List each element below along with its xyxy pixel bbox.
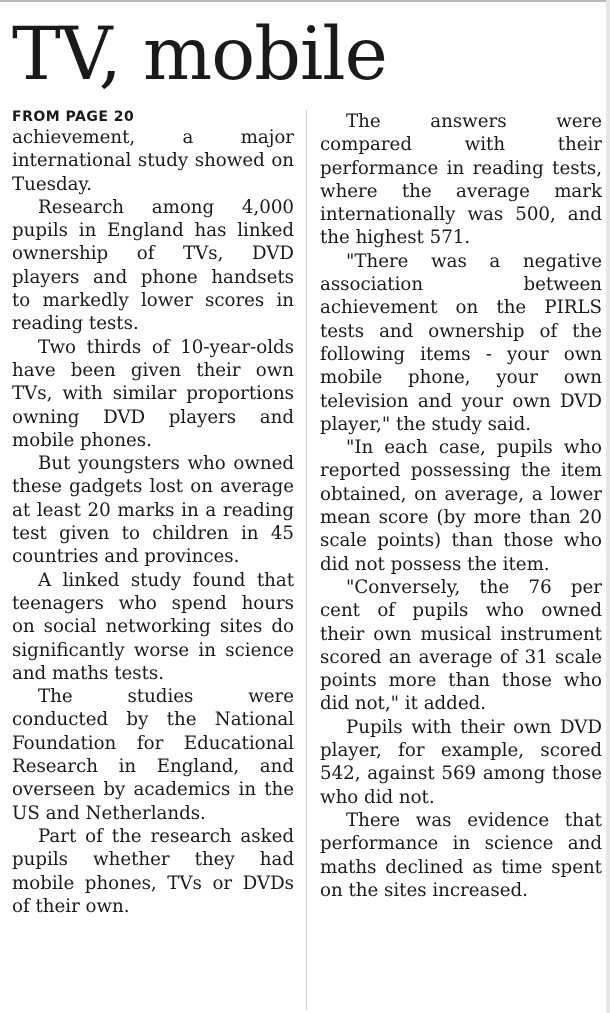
paragraph-3: Two thirds of 10-year-olds have been given their own TVs, with similar proportions owning DVD players and mobile phones. [12,336,294,451]
article-column-right [320,110,602,902]
column-divider [306,110,307,1010]
paragraph-10: "In each case, pupils who reported possessing the item obtained, on average, a lower mean score (by more than 20 scale points) than those who did not possess the item. [320,437,602,575]
paragraph-12: Pupils with their own DVD player, for example, scored 542, against 569 among those who did not. [320,716,602,808]
paragraph-11: "Conversely, the 76 per cent of pupils who owned their own musical instrument scored an average of 31 scale points more than those who did not," it added. [320,576,602,715]
paragraph-6: The studies were conducted by the National Foundation for Educational Research in England, and overseen by academics in the US and Netherlands. [12,686,294,824]
paragraph-2: Research among 4,000 pupils in England has linked ownership of TVs, DVD players and phone handsets to markedly lower scores in reading tests. [12,196,294,335]
paragraph-1: achievement, a major international study showed on Tuesday. [12,127,294,195]
top-rule [0,0,610,2]
continued-from-kicker: FROM PAGE 20 [12,109,135,125]
paragraph-4: But youngsters who owned these gadgets lost on average at least 20 marks in a reading test given to children in 45 countries and provinces. [12,453,294,568]
paragraph-8: The answers were compared with their performance in reading tests, where the average mark internationally was 500, and the highest 571. [320,111,602,249]
paragraph-9: "There was a negative association between achievement on the PIRLS tests and ownership of the following items - your own mobile phone, your own television and your own DVD player," the study said. [320,250,602,435]
headline: TV, mobile [12,12,387,97]
page-edge [606,0,610,1013]
paragraph-7: Part of the research asked pupils whether they had mobile phones, TVs or DVDs of their own. [12,825,294,917]
paragraph-13: There was evidence that performance in science and maths declined as time spent on the sites increased. [320,809,602,901]
paragraph-5: A linked study found that teenagers who spend hours on social networking sites do significantly worse in science and maths tests. [12,569,294,684]
article-column-left [12,108,294,918]
